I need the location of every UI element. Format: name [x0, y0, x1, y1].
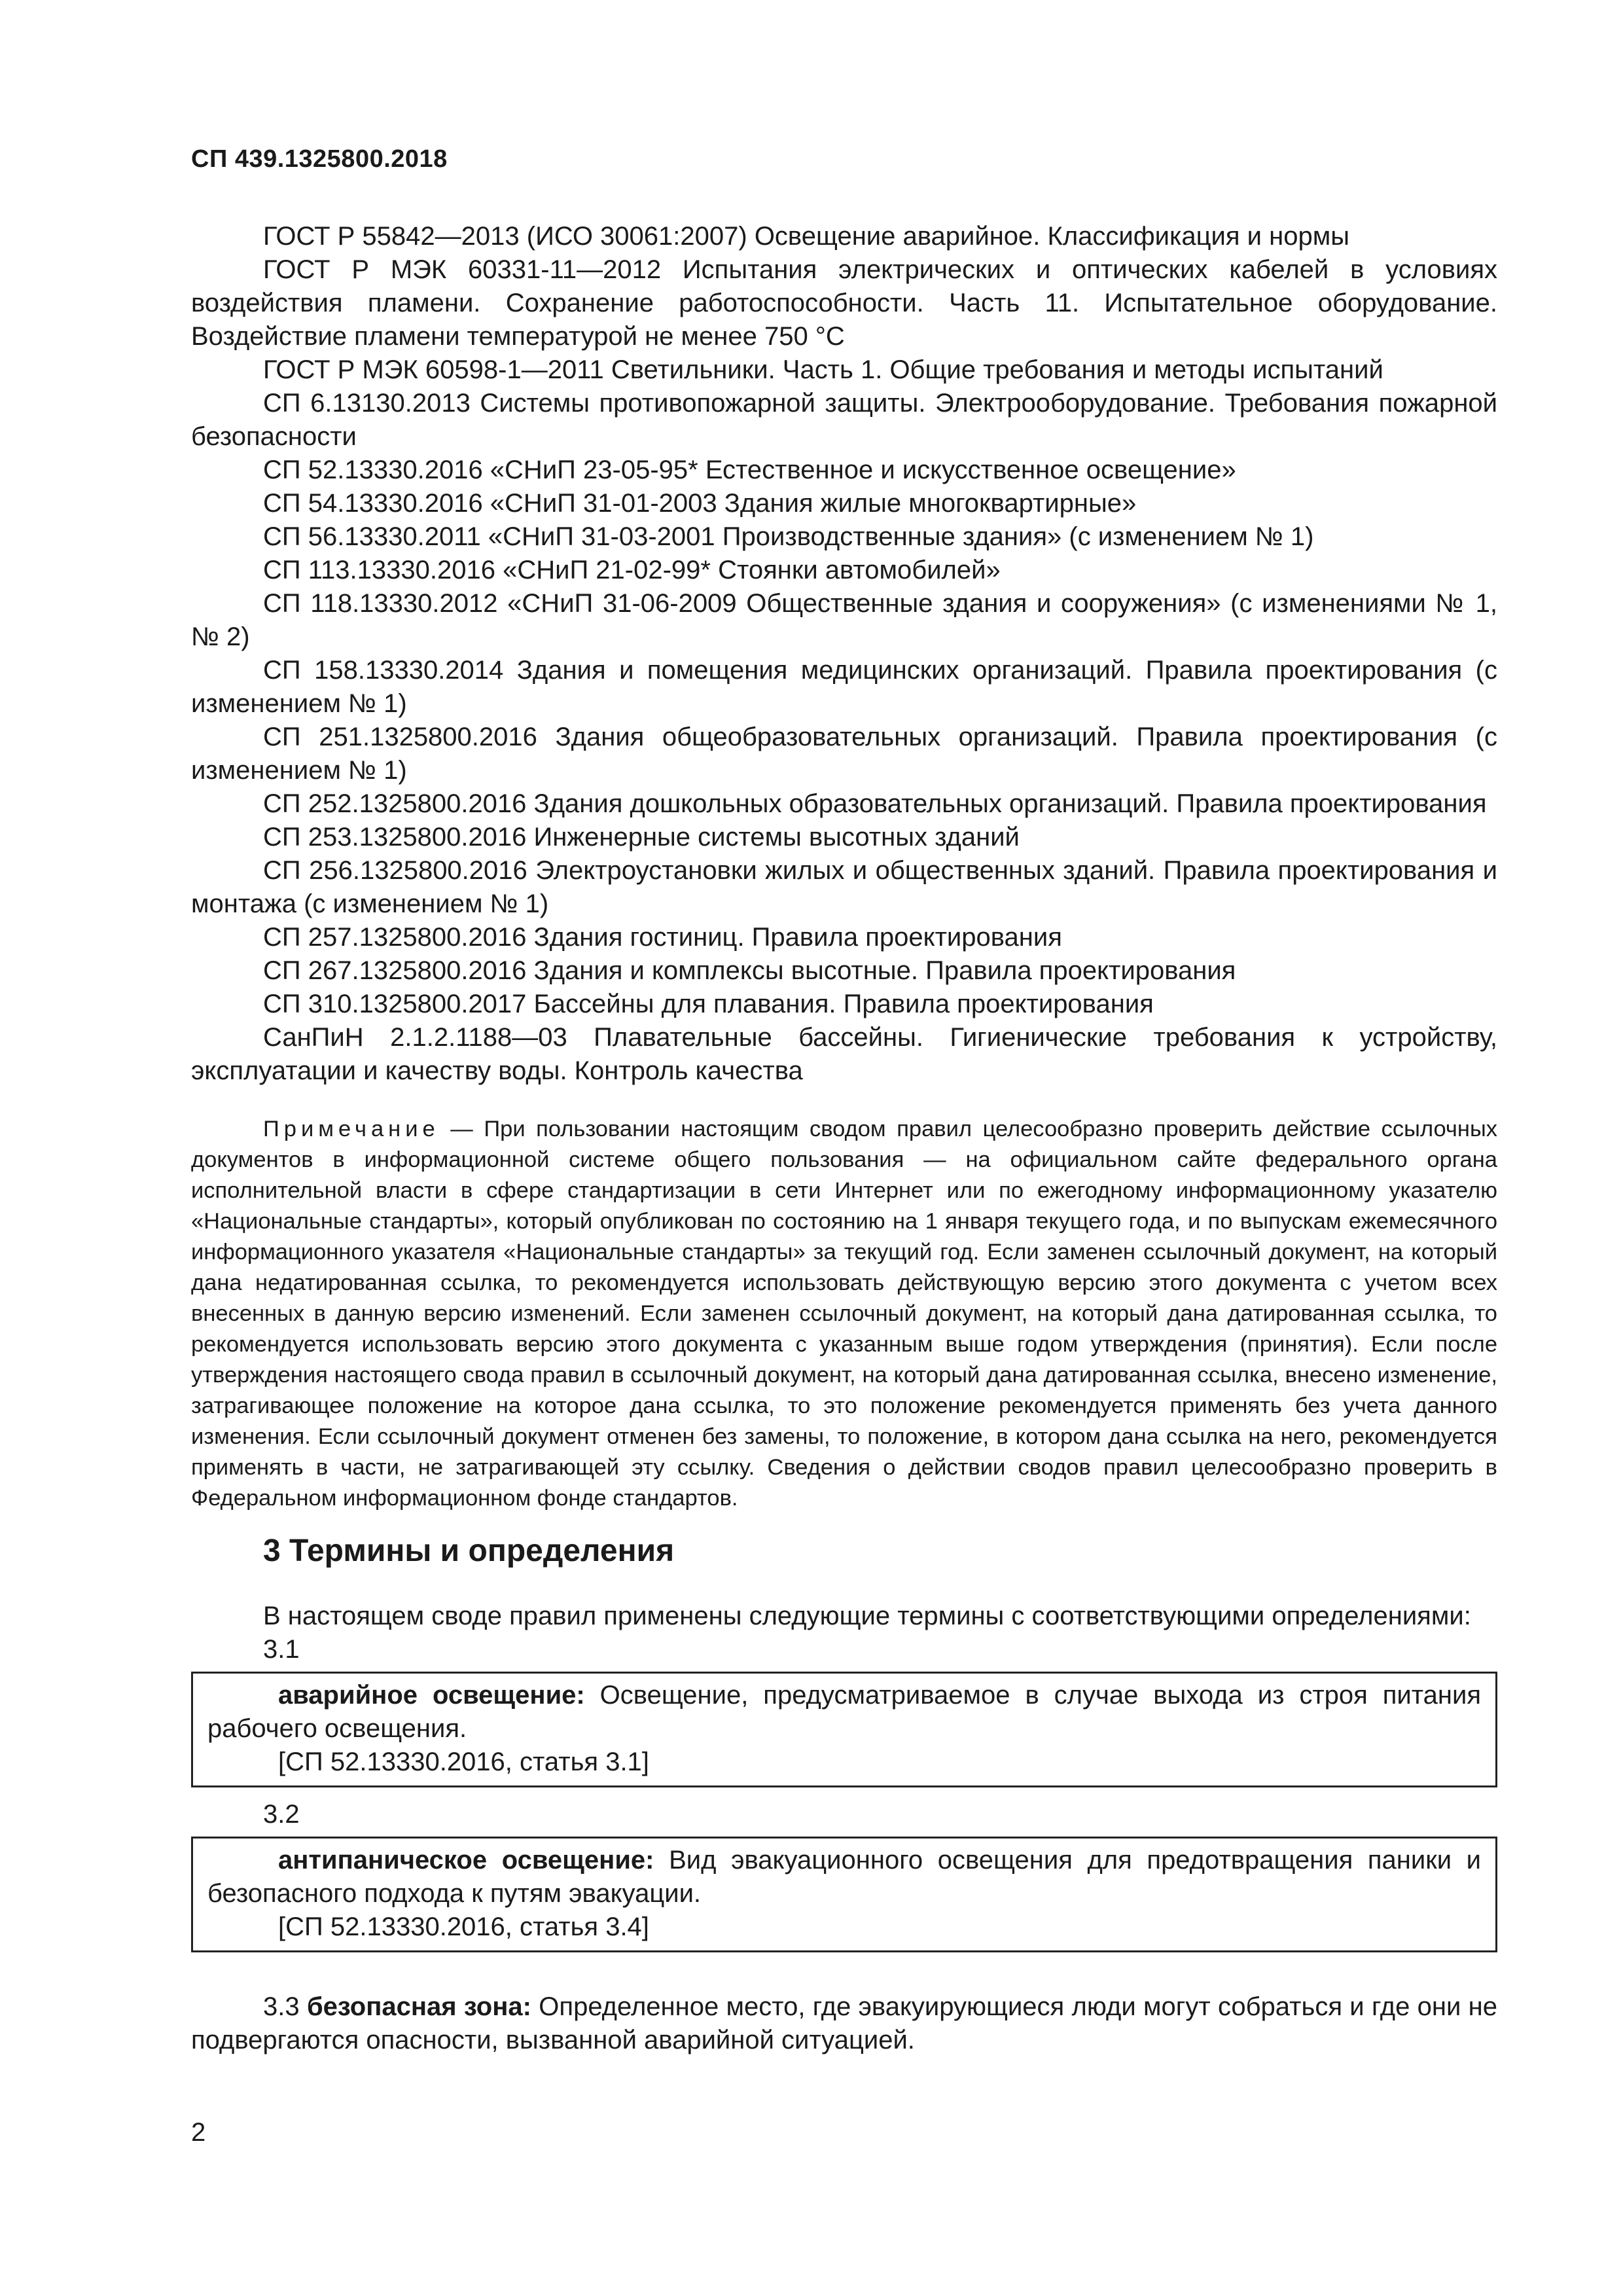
- term-paragraph: [191, 1990, 1497, 2057]
- reference-item: СП 54.13330.2016 «СНиП 31-01-2003 Здания жилые многоквартирные»: [263, 489, 1137, 518]
- section-title: 3 Термины и определения: [263, 1534, 675, 1568]
- note-label: Примечание: [263, 1117, 440, 1141]
- reference-item: СП 113.13330.2016 «СНиП 21-02-99* Стоянки автомобилей»: [263, 556, 1001, 584]
- reference-item: СП 158.13330.2014 Здания и помещения медицинских организаций. Правила проектирования (с изменением № 1): [191, 656, 1497, 718]
- reference-item: ГОСТ Р МЭК 60331-11—2012 Испытания электрических и оптических кабелей в условиях воздействия пламени. Сохранение работоспособности. Часть 11. Испытательное оборудование. Воздействие пламени температурой не менее 750 °С: [191, 255, 1497, 351]
- reference-item: СП 251.1325800.2016 Здания общеобразовательных организаций. Правила проектирования (с изменением № 1): [191, 723, 1497, 785]
- term-number: 3.2: [263, 1800, 300, 1829]
- reference-item: СП 267.1325800.2016 Здания и комплексы высотные. Правила проектирования: [263, 956, 1236, 985]
- reference-item: СП 118.13330.2012 «СНиП 31-06-2009 Общественные здания и сооружения» (с изменениями № 1, № 2): [191, 589, 1497, 651]
- reference-item: СП 52.13330.2016 «СНиП 23-05-95* Естественное и искусственное освещение»: [263, 456, 1236, 484]
- normative-references-list: [191, 220, 1497, 1088]
- term-box: [191, 1672, 1497, 1787]
- term-name: аварийное освещение:: [278, 1681, 585, 1710]
- term-box: [191, 1837, 1497, 1952]
- note-paragraph: [191, 1114, 1497, 1514]
- reference-item: СП 310.1325800.2017 Бассейны для плавания. Правила проектирования: [263, 990, 1154, 1018]
- reference-item: СП 257.1325800.2016 Здания гостиниц. Правила проектирования: [263, 923, 1062, 952]
- term-definition: [207, 1844, 1481, 1910]
- term-source: [СП 52.13330.2016, статья 3.1]: [278, 1748, 649, 1776]
- term-definition-text: Освещение, предусматриваемое в случае выхода из строя питания рабочего освещения.: [207, 1681, 1481, 1743]
- term-number: 3.3: [263, 1992, 300, 2021]
- reference-item: ГОСТ Р МЭК 60598-1—2011 Светильники. Часть 1. Общие требования и методы испытаний: [263, 355, 1383, 384]
- reference-item: СанПиН 2.1.2.1188—03 Плавательные бассейны. Гигиенические требования к устройству, эксплуатации и качеству воды. Контроль качества: [191, 1023, 1497, 1085]
- term-name: безопасная зона:: [306, 1992, 531, 2021]
- reference-item: СП 253.1325800.2016 Инженерные системы высотных зданий: [263, 823, 1020, 852]
- term-source: [СП 52.13330.2016, статья 3.4]: [278, 1912, 649, 1941]
- reference-item: СП 56.13330.2011 «СНиП 31-03-2001 Производственные здания» (с изменением № 1): [263, 522, 1314, 551]
- term-definition: [207, 1679, 1481, 1746]
- page-number: 2: [191, 2118, 206, 2147]
- section-intro: В настоящем своде правил применены следующие термины с соответствующими определениями:: [263, 1602, 1471, 1630]
- term-number: 3.1: [263, 1635, 300, 1664]
- document-code-header: СП 439.1325800.2018: [191, 145, 448, 173]
- reference-item: ГОСТ Р 55842—2013 (ИСО 30061:2007) Освещение аварийное. Классификация и нормы: [263, 222, 1349, 251]
- reference-item: СП 252.1325800.2016 Здания дошкольных образовательных организаций. Правила проектирования: [263, 789, 1487, 818]
- note-text: — При пользовании настоящим сводом правил целесообразно проверить действие ссылочных документов в информационной системе общего пользования — на официальном сайте федерального органа исполнительной власти в сфере стандартизации в сети Интернет или по ежегодному информационному указателю «Национальные стандарты», который опубликован по состоянию на 1 января текущего года, и по выпускам ежемесячного информационного указателя «Национальные стандарты» за текущий год. Если заменен ссылочный документ, на который дана недатированная ссылка, то рекомендуется использовать действующую версию этого документа с учетом всех внесенных в данную версию изменений. Если заменен ссылочный документ, на который дана датированная ссылка, то рекомендуется использовать версию этого документа с указанным выше годом утверждения (принятия). Если после утверждения настоящего свода правил в ссылочный документ, на который дана датированная ссылка, внесено изменение, затрагивающее положение на которое дана ссылка, то это положение рекомендуется применять без учета данного изменения. Если ссылочный документ отменен без замены, то положение, в котором дана ссылка на него, рекомендуется применять в части, не затрагивающей эту ссылку. Сведения о действии сводов правил целесообразно проверить в Федеральном информационном фонде стандартов.: [191, 1117, 1497, 1511]
- reference-item: СП 6.13130.2013 Системы противопожарной защиты. Электрооборудование. Требования пожарной безопасности: [191, 389, 1497, 451]
- term-definition-text: Определенное место, где эвакуирующиеся люди могут собраться и где они не подвергаются опасности, вызванной аварийной ситуацией.: [191, 1992, 1497, 2054]
- term-definition-text: Вид эвакуационного освещения для предотвращения паники и безопасного подхода к путям эвакуации.: [207, 1846, 1481, 1908]
- term-name: антипаническое освещение:: [278, 1846, 654, 1874]
- reference-item: СП 256.1325800.2016 Электроустановки жилых и общественных зданий. Правила проектирования и монтажа (с изменением № 1): [191, 856, 1497, 918]
